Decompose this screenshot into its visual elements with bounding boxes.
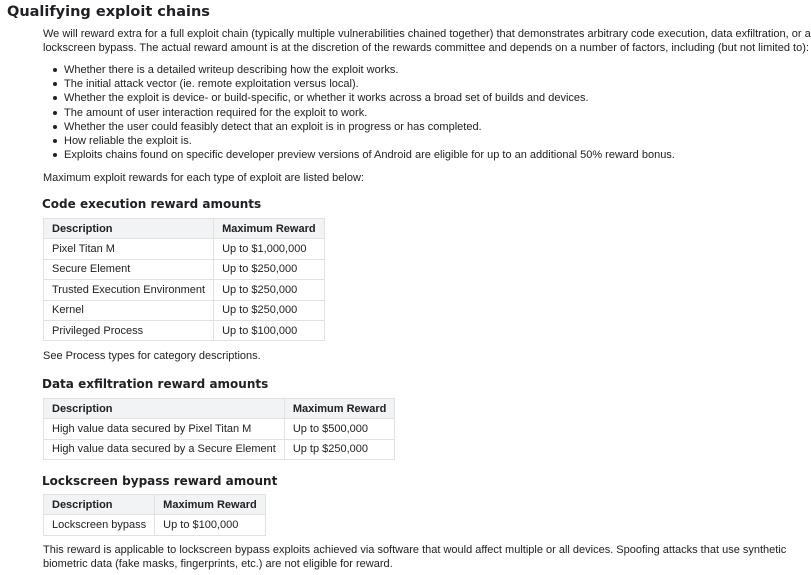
lockscreen-table bbox=[43, 494, 266, 536]
cell-description: Pixel Titan M bbox=[44, 239, 214, 259]
column-header-description: Description bbox=[44, 399, 285, 419]
cell-reward: Up tp $250,000 bbox=[284, 439, 395, 459]
max-rewards-text: Maximum exploit rewards for each type of exploit are listed below: bbox=[43, 172, 364, 184]
cell-reward: Up to $250,000 bbox=[214, 280, 325, 300]
table-row bbox=[44, 300, 325, 320]
list-item: Whether the user could feasibly detect that an exploit is in progress or has completed. bbox=[43, 120, 675, 134]
list-item: Exploits chains found on specific developer preview versions of Android are eligible for up to an additional 50% reward bonus. bbox=[43, 148, 675, 162]
list-item: How reliable the exploit is. bbox=[43, 134, 675, 148]
intro-line-2: lockscreen bypass. The actual reward amount is at the discretion of the rewards committee and depends on a number of factors, including (but not limited to): bbox=[43, 42, 809, 54]
process-types-note bbox=[43, 349, 261, 363]
lockscreen-footer-paragraph bbox=[43, 543, 786, 571]
note-suffix: for category descriptions. bbox=[134, 350, 261, 362]
cell-reward: Up to $1,000,000 bbox=[214, 239, 325, 259]
page-title: Qualifying exploit chains bbox=[7, 4, 210, 20]
cell-description: Trusted Execution Environment bbox=[44, 280, 214, 300]
table-row bbox=[44, 419, 395, 439]
cell-reward: Up to $500,000 bbox=[284, 419, 395, 439]
cell-description: Privileged Process bbox=[44, 320, 214, 340]
table-row bbox=[44, 239, 325, 259]
column-header-description: Description bbox=[44, 495, 155, 515]
data-exfiltration-table bbox=[43, 398, 395, 460]
table-header-row bbox=[44, 219, 325, 239]
note-prefix: See bbox=[43, 350, 66, 362]
table-header-row bbox=[44, 495, 266, 515]
cell-description: Lockscreen bypass bbox=[44, 515, 155, 535]
column-header-maximum-reward: Maximum Reward bbox=[284, 399, 395, 419]
table-row bbox=[44, 280, 325, 300]
column-header-maximum-reward: Maximum Reward bbox=[214, 219, 325, 239]
footer-line-1: This reward is applicable to lockscreen bypass exploits achieved via software that would affect multiple or all devices. Spoofing attacks that use synthetic bbox=[43, 544, 787, 556]
data-exfiltration-heading: Data exfiltration reward amounts bbox=[42, 377, 269, 391]
footer-line-2: biometric data (fake masks, fingerprints, etc.) are not eligible for reward. bbox=[43, 558, 393, 570]
code-execution-heading: Code execution reward amounts bbox=[42, 197, 262, 211]
table-row bbox=[44, 259, 325, 279]
table-row bbox=[44, 515, 266, 535]
cell-reward: Up to $250,000 bbox=[214, 300, 325, 320]
lockscreen-heading: Lockscreen bypass reward amount bbox=[42, 474, 278, 488]
reward-factors-list bbox=[43, 63, 675, 162]
cell-reward: Up to $250,000 bbox=[214, 259, 325, 279]
cell-description: Kernel bbox=[44, 300, 214, 320]
list-item: The initial attack vector (ie. remote exploitation versus local). bbox=[43, 77, 675, 91]
list-item: Whether the exploit is device- or build-specific, or whether it works across a broad set of builds and devices. bbox=[43, 91, 675, 105]
code-execution-table bbox=[43, 218, 325, 341]
process-types-link[interactable]: Process types bbox=[65, 350, 135, 362]
cell-reward: Up to $100,000 bbox=[155, 515, 266, 535]
column-header-description: Description bbox=[44, 219, 214, 239]
intro-line-1: We will reward extra for a full exploit chain (typically multiple vulnerabilities chained together) that demonstrates arbitrary code execution, data exfiltration, or a bbox=[43, 28, 811, 40]
table-header-row bbox=[44, 399, 395, 419]
column-header-maximum-reward: Maximum Reward bbox=[155, 495, 266, 515]
list-item: The amount of user interaction required for the exploit to work. bbox=[43, 106, 675, 120]
cell-description: Secure Element bbox=[44, 259, 214, 279]
cell-reward: Up to $100,000 bbox=[214, 320, 325, 340]
table-row bbox=[44, 320, 325, 340]
cell-description: High value data secured by a Secure Element bbox=[44, 439, 285, 459]
cell-description: High value data secured by Pixel Titan M bbox=[44, 419, 285, 439]
list-item: Whether there is a detailed writeup describing how the exploit works. bbox=[43, 63, 675, 77]
table-row bbox=[44, 439, 395, 459]
intro-paragraph bbox=[43, 27, 811, 55]
